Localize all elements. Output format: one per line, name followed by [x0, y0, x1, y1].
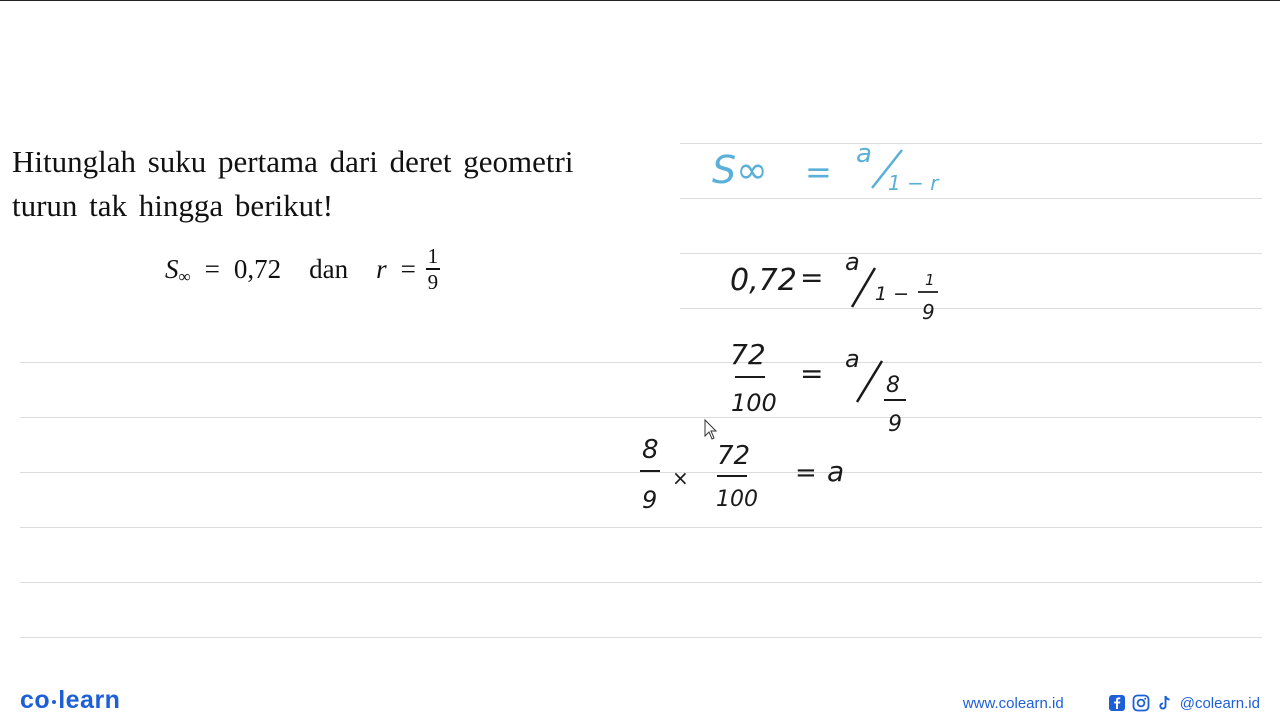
question-line-2: turun tak hingga berikut! — [12, 188, 334, 223]
hw-equals: = — [800, 357, 824, 390]
hw-f1-num: 8 — [642, 435, 659, 465]
mouse-cursor-icon — [705, 420, 716, 439]
hw-den-a: 1 − — [875, 283, 910, 305]
hw-lhs: 0,72 — [730, 263, 797, 298]
hw-f2-num: 72 — [717, 441, 751, 471]
r-numerator: 1 — [427, 244, 439, 269]
hw-times: × — [672, 466, 689, 490]
s-symbol: S — [165, 253, 179, 284]
colearn-logo — [20, 686, 120, 715]
hw-den-num: 1 — [925, 271, 935, 289]
handwritten-step-1 — [730, 248, 938, 324]
r-denominator: 9 — [427, 269, 439, 294]
hw-den-den: 9 — [888, 412, 902, 437]
logo-co: co — [20, 686, 51, 714]
hw-lhs-den: 100 — [731, 389, 777, 417]
hw-f2-den: 100 — [716, 487, 758, 512]
hw-den-den: 9 — [922, 300, 935, 324]
hw-rhs: a — [827, 455, 845, 488]
social-handle[interactable]: @colearn.id — [1179, 694, 1260, 712]
question-line-1: Hitunglah suku pertama dari deret geometri — [12, 144, 574, 179]
hw-numerator: a — [845, 345, 860, 373]
instagram-icon[interactable] — [1132, 694, 1150, 712]
hw-lhs-num: 72 — [730, 338, 766, 371]
equals-sign: = — [400, 253, 416, 284]
facebook-icon[interactable] — [1108, 694, 1126, 712]
footer-links — [963, 694, 1260, 712]
handwritten-formula — [712, 139, 940, 195]
equals-sign: = — [204, 253, 220, 284]
hw-equals: = — [800, 261, 824, 294]
s-value: 0,72 — [233, 253, 282, 284]
website-link[interactable]: www.colearn.id — [962, 694, 1064, 712]
logo-learn: learn — [58, 686, 121, 714]
hw-denominator: 1 − r — [888, 171, 939, 195]
conjunction: dan — [309, 253, 349, 284]
tiktok-icon[interactable] — [1156, 694, 1174, 712]
hw-slash — [857, 361, 882, 402]
hw-s-inf: S∞ — [712, 148, 768, 192]
handwritten-step-2 — [730, 338, 906, 437]
hw-f1-den: 9 — [642, 486, 658, 514]
handwritten-step-3 — [640, 435, 844, 514]
r-symbol: r — [376, 253, 387, 284]
hw-equals: = — [795, 458, 817, 488]
hw-numerator: a — [845, 248, 860, 276]
hw-equals: = — [805, 153, 832, 191]
s-subscript: ∞ — [178, 267, 191, 286]
hw-den-num: 8 — [886, 373, 900, 398]
hw-numerator: a — [856, 139, 872, 169]
